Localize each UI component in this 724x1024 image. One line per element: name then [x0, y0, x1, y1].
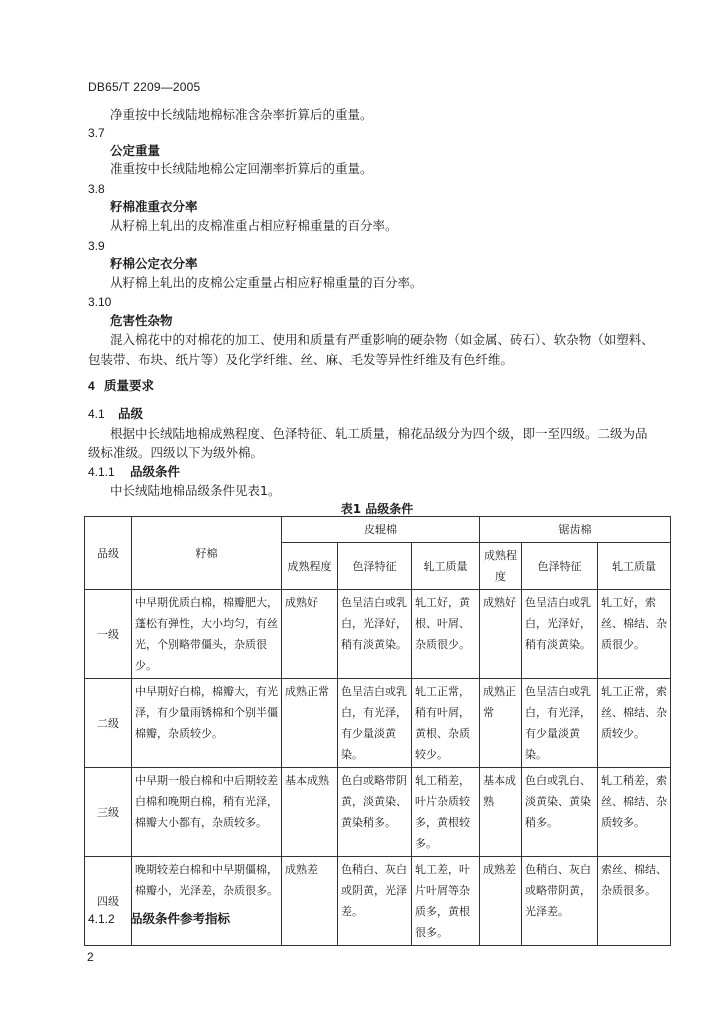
- header-roller-ginned: 皮辊棉: [282, 517, 480, 543]
- ginning-cell: 轧工差，叶片叶屑等杂质多，黄根很多。: [412, 857, 480, 946]
- maturity-cell: 基本成熟: [282, 768, 338, 857]
- table-row: [85, 679, 671, 768]
- color-cell: 色白或略带阴黄，淡黄染、黄染稍多。: [338, 768, 412, 857]
- section-title: 品级条件: [130, 464, 181, 479]
- header-color: 色泽特征: [522, 543, 598, 590]
- grade-cell: 四级: [85, 857, 132, 946]
- definition-text: 净重按中长绒陆地棉标准含杂率折算后的重量。: [110, 107, 373, 122]
- seed-cotton-cell: 中早期优质白棉，棉瓣肥大，蓬松有弹性，大小均匀，有丝光，个别略带僵头，杂质很少。: [132, 590, 282, 679]
- color-cell: 色稍白、灰白或阴黄，光泽差。: [338, 857, 412, 946]
- chapter-number: 4: [88, 379, 95, 393]
- header-color: 色泽特征: [338, 543, 412, 590]
- header-maturity: 成熟程度: [282, 543, 338, 590]
- maturity-cell: 成熟正常: [480, 679, 522, 768]
- table-row: [85, 768, 671, 857]
- section-number: 3.8: [88, 182, 105, 196]
- paragraph-text: 中长绒陆地棉品级条件见表1。: [110, 483, 281, 498]
- term-title: 公定重量: [110, 143, 161, 158]
- grade-conditions-table: [84, 516, 671, 946]
- header-maturity: 成熟程度: [480, 543, 522, 590]
- seed-cotton-cell: 中早期好白棉，棉瓣大，有光泽，有少量雨锈棉和个别半僵棉瓣，杂质较少。: [132, 679, 282, 768]
- table-row: [85, 857, 671, 946]
- seed-cotton-cell: 晚期较差白棉和中早期僵棉，棉瓣小，光泽差，杂质很多。: [132, 857, 282, 946]
- section-number: 3.9: [88, 239, 105, 253]
- color-cell: 色呈洁白或乳白，有光泽，有少量淡黄染。: [338, 679, 412, 768]
- definition-text: 准重按中长绒陆地棉公定回潮率折算后的重量。: [110, 161, 373, 176]
- grade-cell: 三级: [85, 768, 132, 857]
- maturity-cell: 成熟好: [282, 590, 338, 679]
- header-grade: 品级: [85, 517, 132, 590]
- definition-text: 从籽棉上轧出的皮棉公定重量占相应籽棉重量的百分率。: [110, 275, 423, 290]
- seed-cotton-cell: 中早期一般白棉和中后期较差白棉和晚期白棉，稍有光泽，棉瓣大小都有，杂质较多。: [132, 768, 282, 857]
- term-title: 籽棉公定衣分率: [110, 256, 198, 271]
- section-title: 品级: [118, 406, 144, 421]
- header-seed-cotton: 籽棉: [132, 517, 282, 590]
- color-cell: 色呈洁白或乳白，有光泽，有少量淡黄染。: [522, 679, 598, 768]
- ginning-cell: 轧工稍差，索丝、棉结、杂质较多。: [598, 768, 671, 857]
- color-cell: 色白或乳白、淡黄染、黄染稍多。: [522, 768, 598, 857]
- maturity-cell: 成熟差: [480, 857, 522, 946]
- maturity-cell: 成熟正常: [282, 679, 338, 768]
- standard-code-header: DB65/T 2209—2005: [88, 80, 201, 94]
- ginning-cell: 轧工好，黄根、叶屑、杂质很少。: [412, 590, 480, 679]
- header-ginning: 轧工质量: [598, 543, 671, 590]
- grade-cell: 一级: [85, 590, 132, 679]
- color-cell: 色呈洁白或乳白，光泽好，稍有淡黄染。: [522, 590, 598, 679]
- paragraph-text: 级标准级。四级以下为级外棉。: [88, 445, 264, 460]
- ginning-cell: 轧工好，索丝、棉结、杂质很少。: [598, 590, 671, 679]
- definition-text: 混入棉花中的对棉花的加工、使用和质量有严重影响的硬杂物（如金属、砖石）、软杂物（如塑料、: [110, 332, 654, 347]
- section-number: 4.1: [88, 407, 105, 421]
- header-ginning: 轧工质量: [412, 543, 480, 590]
- page-number: 2: [87, 950, 94, 964]
- maturity-cell: 基本成熟: [480, 768, 522, 857]
- term-title: 籽棉准重衣分率: [110, 199, 198, 214]
- maturity-cell: 成熟差: [282, 857, 338, 946]
- paragraph-text: 根据中长绒陆地棉成熟程度、色泽特征、轧工质量，棉花品级分为四个级，即一至四级。二级为品: [110, 426, 648, 441]
- chapter-title: 质量要求: [104, 378, 155, 393]
- section-number: 3.7: [88, 126, 105, 140]
- section-number: 4.1.1: [88, 465, 115, 479]
- grade-cell: 二级: [85, 679, 132, 768]
- section-title: 品级条件参考指标: [130, 911, 231, 926]
- table-caption: 表1 品级条件: [340, 502, 414, 516]
- color-cell: 色稍白、灰白或略带阴黄，光泽差。: [522, 857, 598, 946]
- table-header-row: [85, 517, 671, 543]
- ginning-cell: 轧工正常，稍有叶屑，黄根、杂质较少。: [412, 679, 480, 768]
- ginning-cell: 索丝、棉结、杂质很多。: [598, 857, 671, 946]
- color-cell: 色呈洁白或乳白，光泽好，稍有淡黄染。: [338, 590, 412, 679]
- section-number: 4.1.2: [88, 912, 115, 926]
- header-saw-ginned: 锯齿棉: [480, 517, 671, 543]
- definition-text: 从籽棉上轧出的皮棉准重占相应籽棉重量的百分率。: [110, 218, 398, 233]
- section-number: 3.10: [88, 295, 112, 309]
- maturity-cell: 成熟好: [480, 590, 522, 679]
- ginning-cell: 轧工正常，索丝、棉结、杂质较少。: [598, 679, 671, 768]
- term-title: 危害性杂物: [110, 313, 173, 328]
- table-row: [85, 590, 671, 679]
- definition-text: 包装带、布块、纸片等）及化学纤维、丝、麻、毛发等异性纤维及有色纤维。: [88, 352, 514, 367]
- ginning-cell: 轧工稍差，叶片杂质较多，黄根较多。: [412, 768, 480, 857]
